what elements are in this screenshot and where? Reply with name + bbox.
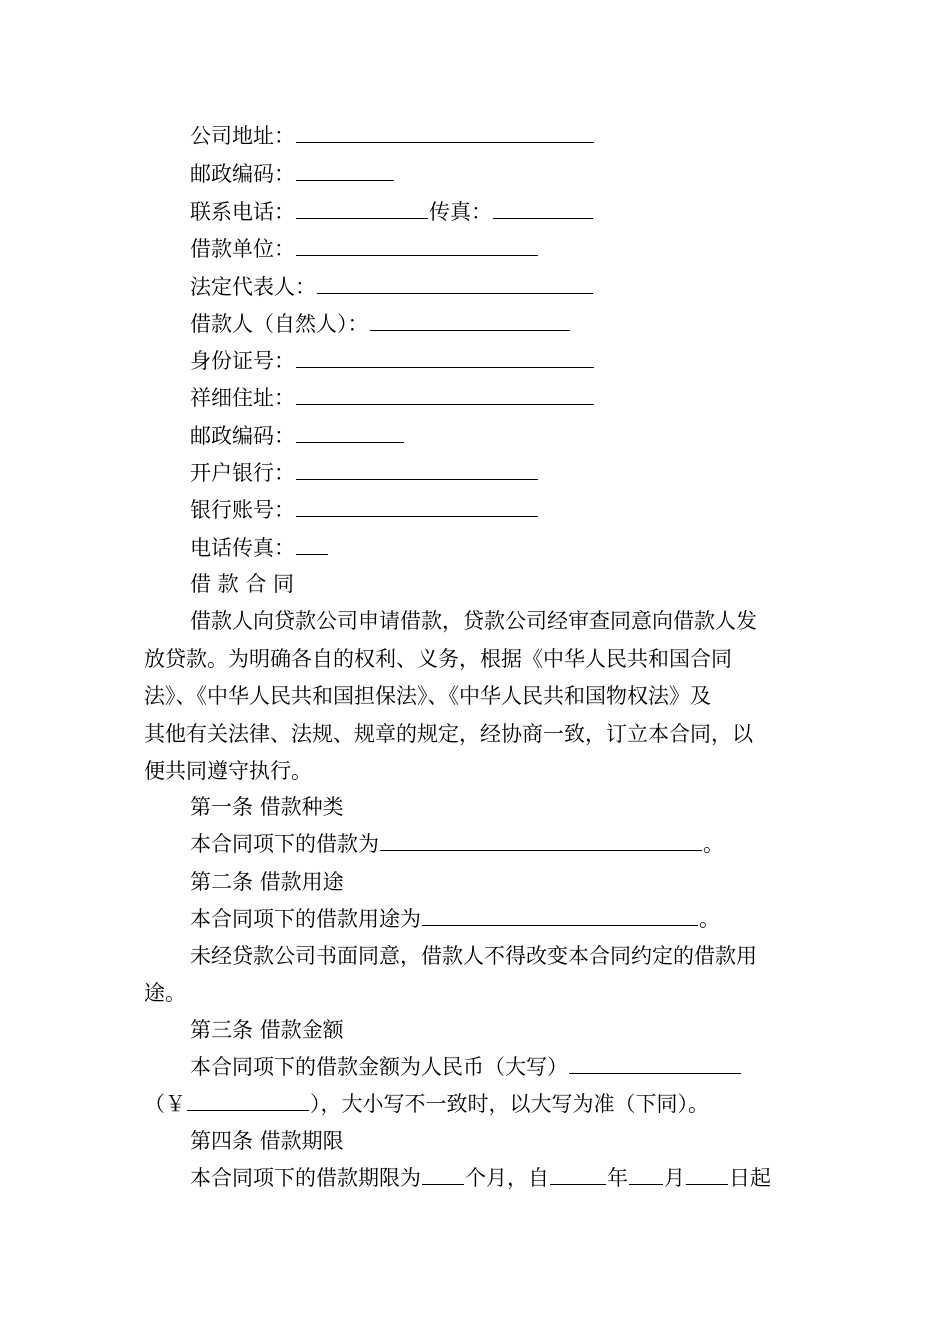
- article-3-text: [190, 1055, 742, 1079]
- postal-code-line-2: [190, 424, 405, 448]
- preamble-line-1: 借款人向贷款公司申请借款，贷款公司经审查同意向借款人发: [190, 609, 757, 633]
- preamble-line-2: 放贷款。为明确各自的权利、义务，根据《中华人民共和国合同: [144, 647, 732, 671]
- phone-label: 联系电话：: [190, 200, 295, 224]
- phone-blank[interactable]: [296, 200, 428, 219]
- id-number-label: 身份证号：: [190, 349, 295, 373]
- phone-fax-label: 电话传真：: [190, 536, 295, 560]
- bank-blank[interactable]: [296, 461, 538, 480]
- months-blank[interactable]: [422, 1166, 464, 1185]
- article-4-from: 个月，自: [465, 1166, 549, 1190]
- legal-rep-blank[interactable]: [317, 275, 593, 294]
- article-2-note-2: 途。: [144, 981, 186, 1005]
- borrower-blank[interactable]: [370, 312, 570, 331]
- month-label: 月: [664, 1166, 685, 1190]
- bank-account-line: [190, 498, 539, 522]
- bank-label: 开户银行：: [190, 461, 295, 485]
- month-blank[interactable]: [629, 1166, 663, 1185]
- article-2-text: [190, 907, 720, 931]
- address-label: 祥细住址：: [190, 386, 295, 410]
- bank-account-label: 银行账号：: [190, 498, 295, 522]
- contract-title: 借 款 合 同: [190, 572, 295, 596]
- preamble-line-5: 便共同遵守执行。: [144, 759, 312, 783]
- day-label: 日起: [729, 1166, 771, 1190]
- year-label: 年: [607, 1166, 628, 1190]
- address-blank[interactable]: [296, 386, 594, 405]
- yen-label: （￥: [144, 1092, 186, 1116]
- legal-rep-label: 法定代表人：: [190, 275, 316, 299]
- article-1-heading: 第一条 借款种类: [190, 795, 344, 819]
- phone-fax-line-2: [190, 536, 329, 560]
- postal-code-label-2: 邮政编码：: [190, 424, 295, 448]
- postal-code-label-1: 邮政编码：: [190, 162, 295, 186]
- id-number-line: [190, 349, 595, 373]
- bank-line: [190, 461, 539, 485]
- bank-account-blank[interactable]: [296, 498, 538, 517]
- article-2-heading: 第二条 借款用途: [190, 870, 344, 894]
- borrower-label: 借款人（自然人）：: [190, 312, 369, 336]
- article-2-label: 本合同项下的借款用途为: [190, 907, 421, 931]
- company-address-label: 公司地址：: [190, 124, 295, 148]
- article-1-text: [190, 832, 724, 856]
- id-number-blank[interactable]: [296, 349, 594, 368]
- loan-purpose-blank[interactable]: [422, 907, 698, 926]
- day-blank[interactable]: [686, 1166, 728, 1185]
- loan-type-blank[interactable]: [380, 832, 702, 851]
- amount-uppercase-blank[interactable]: [569, 1055, 741, 1074]
- phone-fax-line: [190, 200, 594, 224]
- article-2-note-1: 未经贷款公司书面同意，借款人不得改变本合同约定的借款用: [190, 944, 757, 968]
- preamble-line-3: 法》、《中华人民共和国担保法》、《中华人民共和国物权法》及: [144, 684, 711, 708]
- year-blank[interactable]: [550, 1166, 606, 1185]
- postal-code-blank-2[interactable]: [296, 424, 404, 443]
- article-4-text: [190, 1166, 771, 1190]
- postal-code-line-1: [190, 162, 395, 186]
- article-1-period: 。: [703, 832, 724, 856]
- legal-rep-line: [190, 275, 594, 299]
- amount-yen-blank[interactable]: [187, 1092, 309, 1111]
- postal-code-blank-1[interactable]: [296, 162, 394, 181]
- fax-label: 传真：: [429, 200, 492, 224]
- company-address-blank[interactable]: [296, 124, 594, 143]
- fax-blank[interactable]: [493, 200, 593, 219]
- article-1-label: 本合同项下的借款为: [190, 832, 379, 856]
- article-3-rest: ），大小写不一致时，以大写为准（下同）。: [310, 1092, 709, 1116]
- address-line: [190, 386, 595, 410]
- article-3-label: 本合同项下的借款金额为人民币（大写）: [190, 1055, 568, 1079]
- borrowing-unit-line: [190, 237, 539, 261]
- article-3-text-2: [144, 1092, 709, 1116]
- phone-fax-blank[interactable]: [296, 536, 328, 555]
- preamble-line-4: 其他有关法律、法规、规章的规定，经协商一致，订立本合同，以: [144, 722, 753, 746]
- borrower-line: [190, 312, 571, 336]
- borrowing-unit-label: 借款单位：: [190, 237, 295, 261]
- article-3-heading: 第三条 借款金额: [190, 1018, 344, 1042]
- article-4-label: 本合同项下的借款期限为: [190, 1166, 421, 1190]
- company-address-line: [190, 124, 595, 148]
- article-2-period: 。: [699, 907, 720, 931]
- borrowing-unit-blank[interactable]: [296, 237, 538, 256]
- article-4-heading: 第四条 借款期限: [190, 1129, 344, 1153]
